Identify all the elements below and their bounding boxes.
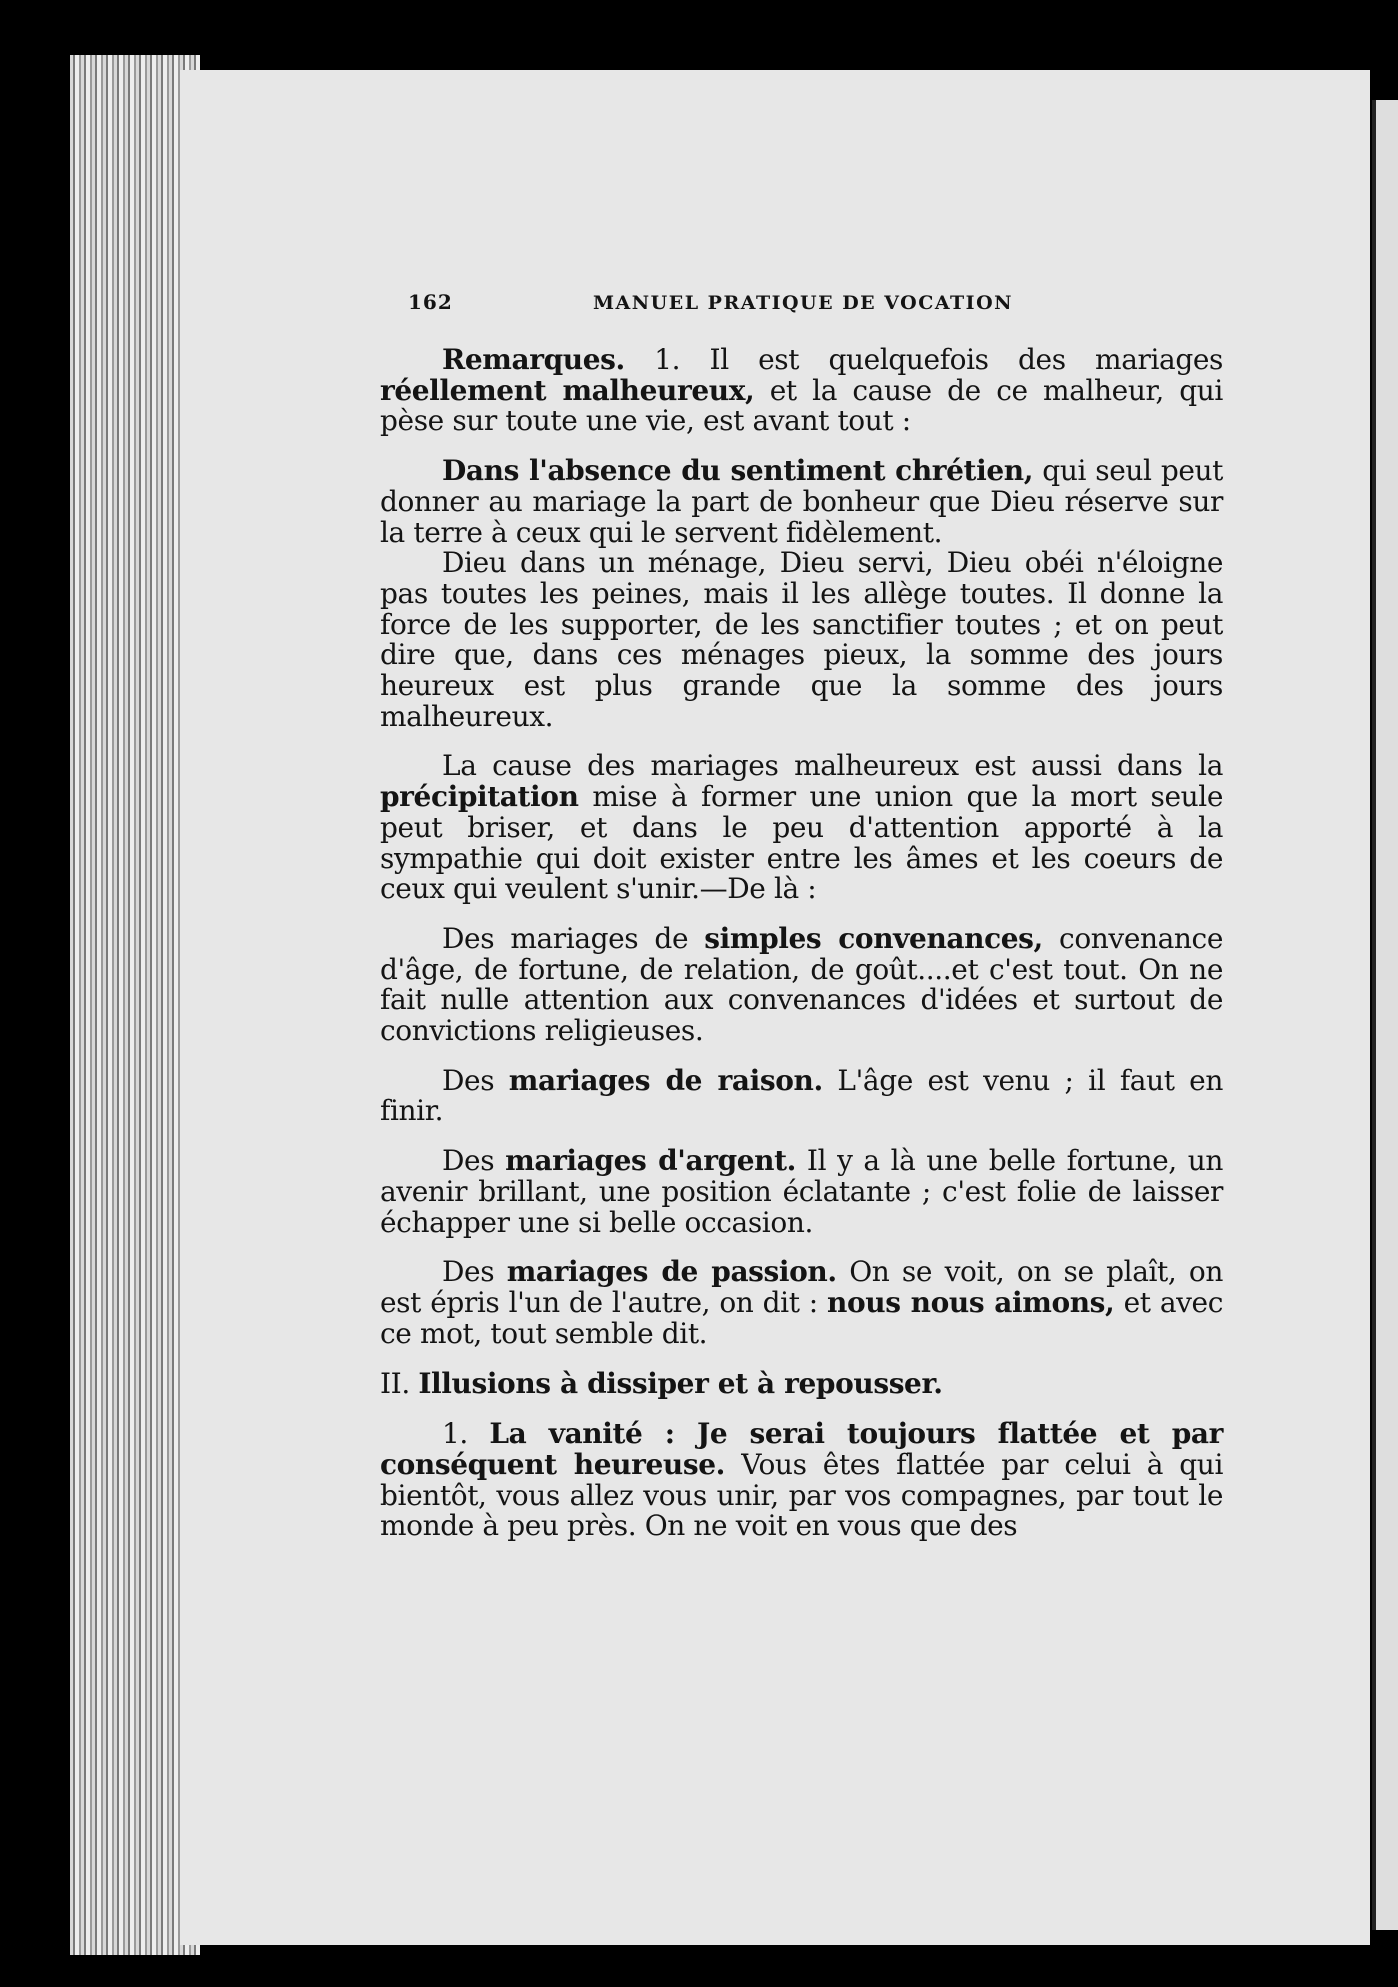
bold-text: La vanité : Je serai toujours flattée et par conséquent heureuse. bbox=[380, 1417, 1223, 1481]
text-run: Il y a là une belle fortune, un avenir brillant, une position éclatante ; c'est folie de laisser échapper une si belle occasion. bbox=[380, 1144, 1223, 1239]
bold-text: Illusions à dissiper et à repousser. bbox=[418, 1367, 943, 1401]
text-run: Des bbox=[442, 1063, 509, 1097]
bold-text: nous nous aimons, bbox=[827, 1285, 1115, 1319]
text-run: qui seul peut donner au mariage la part de bonheur que Dieu réserve sur la terre à ceux qui le servent fidèlement. bbox=[380, 454, 1223, 549]
bold-text: mariages de raison. bbox=[508, 1063, 823, 1097]
text-run: et la cause de ce malheur, qui pèse sur toute une vie, est avant tout : bbox=[380, 373, 1223, 438]
paragraph bbox=[380, 345, 1223, 437]
bold-text: mariages d'argent. bbox=[505, 1144, 797, 1178]
paragraph bbox=[380, 1257, 1223, 1349]
text-run: Dieu dans un ménage, Dieu servi, Dieu obéi n'éloigne pas toutes les peines, mais il les allège toutes. Il donne la force de les supporter, de les sanctifier toutes ; et on peut dire que, dans ces ménages pieux, la somme des jours heureux est plus grande que la somme des jours malheureux. bbox=[380, 546, 1223, 733]
bold-text: réellement malheureux, bbox=[380, 373, 755, 407]
paragraph bbox=[380, 548, 1223, 732]
paragraph bbox=[380, 1419, 1223, 1542]
text-run: On se voit, on se plaît, on est épris l'un de l'autre, on dit : bbox=[380, 1255, 1223, 1319]
bold-text: simples convenances, bbox=[704, 921, 1043, 955]
bold-text: précipitation bbox=[380, 780, 579, 814]
section-heading bbox=[380, 1369, 1223, 1400]
text-run: Des bbox=[442, 1144, 506, 1178]
text-run: La cause des mariages malheureux est aussi dans la bbox=[442, 749, 1223, 783]
text-run: 1. bbox=[442, 1417, 490, 1451]
text-run: 1. Il est quelquefois des mariages bbox=[624, 343, 1223, 376]
text-run: Des mariages de bbox=[442, 921, 705, 955]
text-run: convenance d'âge, de fortune, de relation, de goût....et c'est tout. On ne fait nulle attention aux convenances d'idées et surtout de convictions religieuses. bbox=[380, 921, 1224, 1048]
text-run: et avec ce mot, tout semble dit. bbox=[380, 1285, 1223, 1350]
text-run: Des bbox=[442, 1255, 507, 1289]
running-title: MANUEL PRATIQUE DE VOCATION bbox=[593, 292, 1013, 314]
text-run: L'âge est venu ; il faut en finir. bbox=[380, 1063, 1223, 1128]
text-run: mise à former une union que la mort seule peut briser, et dans le peu d'attention apporté à la sympathie qui doit exister entre les âmes et les coeurs de ceux qui veulent s'unir.—De là : bbox=[380, 780, 1223, 906]
page-gutter-shadow bbox=[1372, 100, 1376, 1930]
bold-text: Remarques. bbox=[442, 343, 625, 376]
text-run: II. bbox=[380, 1367, 419, 1401]
paragraph bbox=[380, 751, 1223, 905]
text-run: Vous êtes flattée par celui à qui bientôt, vous allez vous unir, par vos compagnes, par tout le monde à peu près. On ne voit en vous que des bbox=[380, 1447, 1223, 1543]
page-number: 162 bbox=[408, 290, 453, 314]
paragraph bbox=[380, 456, 1223, 548]
paragraph bbox=[380, 921, 1224, 1048]
bold-text: mariages de passion. bbox=[506, 1255, 837, 1289]
paragraph bbox=[380, 1063, 1223, 1128]
bold-text: Dans l'absence du sentiment chrétien, bbox=[442, 454, 1034, 488]
paragraph bbox=[380, 1146, 1223, 1238]
body-text bbox=[380, 345, 1223, 1542]
